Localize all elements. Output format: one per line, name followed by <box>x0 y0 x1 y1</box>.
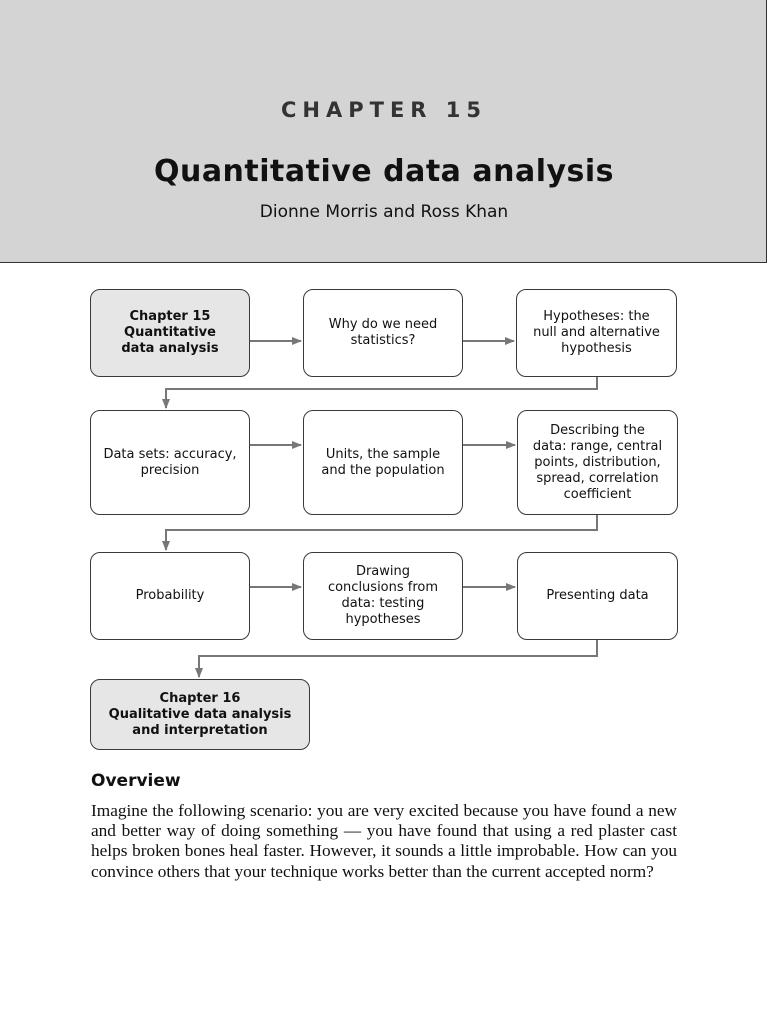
flow-node-chapter-15: Chapter 15 Quantitative data analysis <box>90 289 250 377</box>
arrow-describing-to-probability <box>166 514 597 550</box>
chapter-label: CHAPTER 15 <box>280 98 487 122</box>
flow-node-chapter-16: Chapter 16 Qualitative data analysis and interpretation <box>90 679 310 750</box>
overview-heading: Overview <box>91 771 181 791</box>
chapter-authors: Dionne Morris and Ross Khan <box>259 202 509 222</box>
arrow-hypotheses-to-datasets <box>166 376 597 408</box>
flow-node-data-sets: Data sets: accuracy, precision <box>90 410 250 515</box>
arrow-presenting-to-ch16 <box>199 638 597 677</box>
flow-node-probability: Probability <box>90 552 250 640</box>
flow-node-presenting-data: Presenting data <box>517 552 678 640</box>
chapter-title: Quantitative data analysis <box>153 154 615 189</box>
overview-paragraph: Imagine the following scenario: you are very excited because you have found a new and better way of doing something — you have found that using a red plaster cast helps broken bones heal faster. However, it sounds a little improbable. How can you convince others that your technique works better than the current accepted norm? <box>91 801 677 881</box>
flow-node-drawing-conclusions: Drawing conclusions from data: testing hypotheses <box>303 552 463 640</box>
flow-node-describing-data: Describing the data: range, central points, distribution, spread, correlation coefficient <box>517 410 678 515</box>
flow-node-hypotheses: Hypotheses: the null and alternative hypothesis <box>516 289 677 377</box>
flow-node-units: Units, the sample and the population <box>303 410 463 515</box>
flow-node-why-statistics: Why do we need statistics? <box>303 289 463 377</box>
